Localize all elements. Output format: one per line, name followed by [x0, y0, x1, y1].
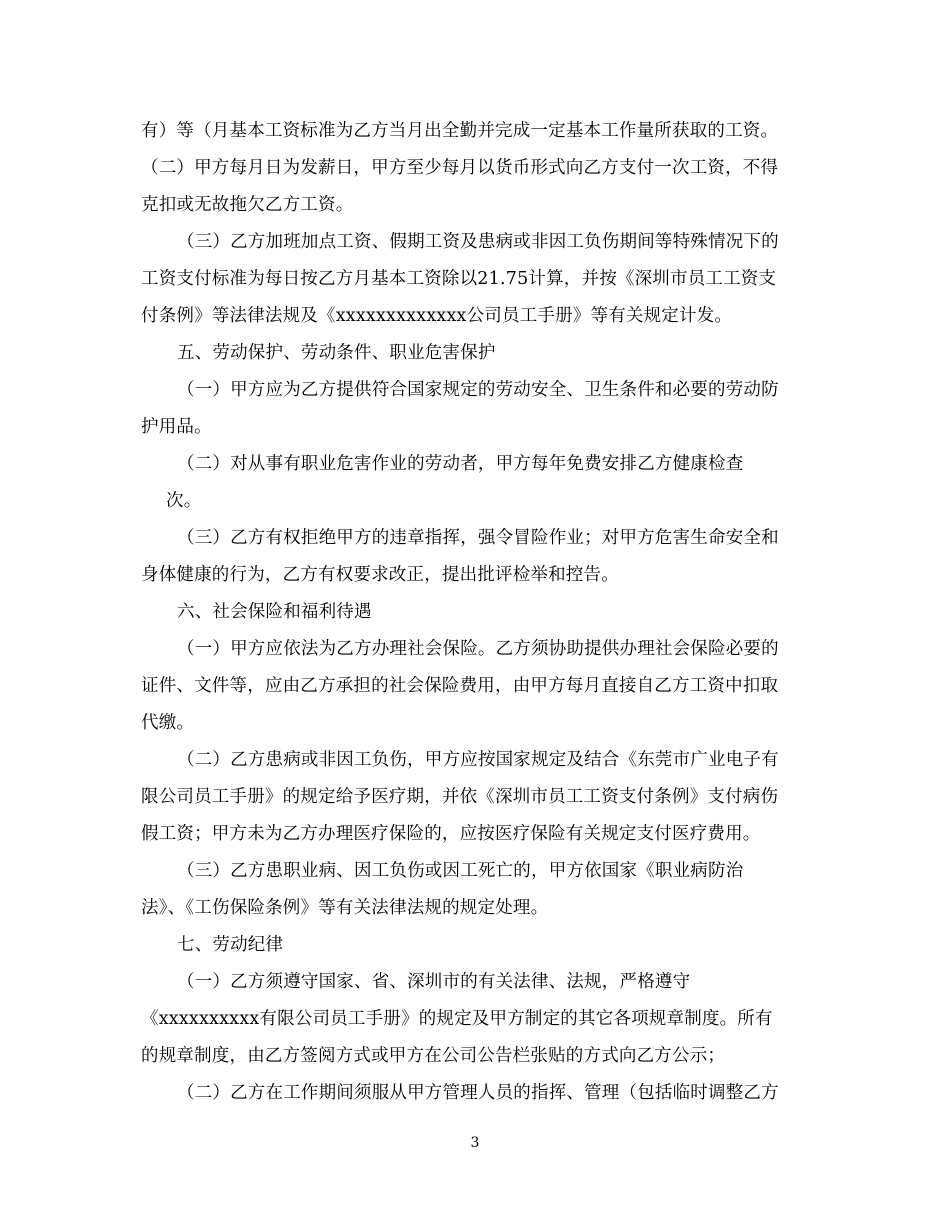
text-line: （一）甲方应依法为乙方办理社会保险。乙方须协助提供办理社会保险必要的	[177, 639, 779, 659]
text-line: 代缴。	[141, 713, 195, 733]
text-line: 的规章制度，由乙方签阅方式或甲方在公司公告栏张贴的方式向乙方公示；	[141, 1046, 726, 1066]
text-line: 付条例》等法律法规及《xxxxxxxxxxxxx公司员工手册》等有关规定计发。	[141, 306, 733, 326]
text-line: 身体健康的行为，乙方有权要求改正，提出批评检举和控告。	[141, 565, 619, 585]
text-line: （一）甲方应为乙方提供符合国家规定的劳动安全、卫生条件和必要的劳动防	[177, 380, 779, 400]
text-line: （三）乙方患职业病、因工负伤或因工死亡的，甲方依国家《职业病防治	[177, 861, 744, 881]
text-line: （一）乙方须遵守国家、省、深圳市的有关法律、法规，严格遵守	[177, 972, 691, 992]
text-line: （二）对从事有职业危害作业的劳动者，甲方每年免费安排乙方健康检查	[177, 454, 744, 474]
text-line: 假工资；甲方未为乙方办理医疗保险的，应按医疗保险有关规定支付医疗费用。	[141, 824, 761, 844]
text-line: 《xxxxxxxxxx有限公司员工手册》的规定及甲方制定的其它各项规章制度。所有	[141, 1009, 773, 1029]
section-heading: 五、劳动保护、劳动条件、职业危害保护	[177, 343, 496, 363]
text-line: 限公司员工手册》的规定给予医疗期，并依《深圳市员工工资支付条例》支付病伤	[141, 787, 779, 807]
text-line: 证件、文件等，应由乙方承担的社会保险费用，由甲方每月直接自乙方工资中扣取	[141, 676, 779, 696]
text-line: 次。	[166, 491, 202, 511]
section-heading: 七、劳动纪律	[177, 935, 284, 955]
text-line: （二）乙方在工作期间须服从甲方管理人员的指挥、管理（包括临时调整乙方	[177, 1083, 779, 1103]
text-line: 法》、《工伤保险条例》等有关法律法规的规定处理。	[141, 898, 549, 918]
text-line: （二）甲方每月日为发薪日，甲方至少每月以货币形式向乙方支付一次工资，不得	[141, 158, 779, 178]
text-line: 克扣或无故拖欠乙方工资。	[141, 195, 354, 215]
text-line: （三）乙方有权拒绝甲方的违章指挥，强令冒险作业；对甲方危害生命安全和	[177, 528, 779, 548]
text-line: （二）乙方患病或非因工负伤，甲方应按国家规定及结合《东莞市广业电子有	[177, 750, 779, 770]
text-line: 工资支付标准为每日按乙方月基本工资除以21.75计算，并按《深圳市员工工资支	[141, 269, 777, 289]
text-line: （三）乙方加班加点工资、假期工资及患病或非因工负伤期间等特殊情况下的	[177, 232, 779, 252]
page-number: 3	[470, 1135, 480, 1151]
section-heading: 六、社会保险和福利待遇	[177, 602, 372, 622]
text-line: 护用品。	[141, 417, 212, 437]
text-line: 有）等（月基本工资标准为乙方当月出全勤并完成一定基本工作量所获取的工资。	[141, 121, 779, 141]
